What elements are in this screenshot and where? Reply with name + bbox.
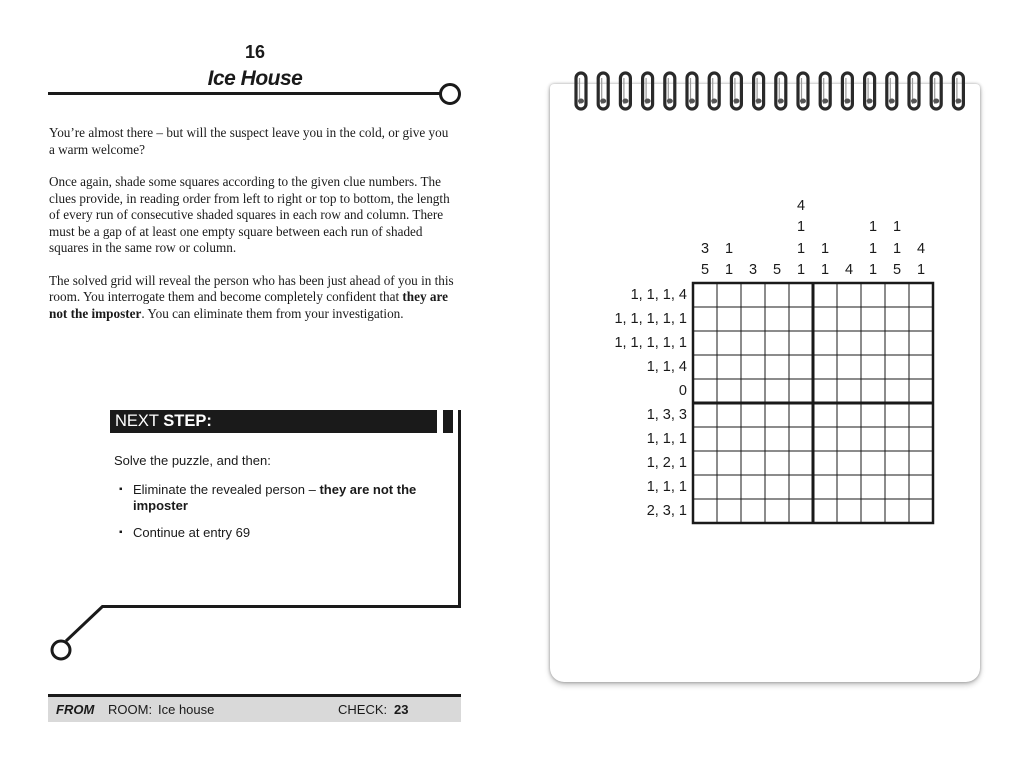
- next-step-item-1-bold: they are not the imposter: [133, 481, 417, 513]
- footer-bar: [48, 694, 461, 722]
- row-clue: 1, 1, 1: [646, 479, 687, 495]
- title-line-node-icon: [439, 83, 461, 105]
- next-step-item-1: [114, 482, 444, 515]
- row-clue: 1, 1, 1, 1, 1: [614, 335, 687, 351]
- column-clue: 1: [868, 262, 878, 278]
- column-clue: 1: [916, 262, 926, 278]
- column-clue: 1: [868, 240, 878, 257]
- column-clue: 5: [700, 262, 710, 278]
- next-step-heading: [110, 410, 437, 433]
- column-clue: 1: [796, 240, 806, 257]
- column-clue: 1: [796, 219, 806, 235]
- entry-title: Ice House: [207, 67, 303, 90]
- next-step-item-1-prefix: Eliminate the revealed person –: [133, 481, 320, 497]
- row-clue: 1, 1, 1, 4: [630, 287, 687, 303]
- footer-from-label: FROM: [56, 702, 95, 717]
- next-step-tick-block: [443, 410, 453, 433]
- column-clue: 1: [796, 262, 806, 278]
- column-clue: 4: [844, 262, 854, 278]
- column-clue: 1: [820, 262, 830, 278]
- title-divider-line: [48, 92, 440, 95]
- body-paragraph-3-start: The solved grid will reveal the person who has been just ahead of you in this room. You interrogate them and become completely confident that: [49, 272, 454, 304]
- footer-room-label: ROOM:: [108, 702, 153, 717]
- entry-body: [49, 125, 454, 338]
- footer-check-value: 23: [394, 702, 409, 717]
- column-clue: 4: [916, 240, 926, 257]
- footer-check-label: CHECK:: [338, 702, 388, 717]
- body-paragraph-2: Once again, shade some squares according to the given clue numbers. The clues provide, in reading order from left to right or top to bottom, the length of every run of consecutive shaded squares in each row and column. There must be a gap of at least one empty square between each run of shaded squares in the same row or column.: [49, 174, 450, 255]
- row-clue: 1, 2, 1: [646, 455, 687, 471]
- entry-number: 16: [244, 42, 266, 62]
- column-clue: 1: [892, 219, 902, 235]
- body-paragraph-3-bold: they are not the imposter: [49, 289, 448, 321]
- next-step-heading-prefix: NEXT: [115, 412, 164, 430]
- row-clue: 1, 1, 1: [646, 431, 687, 447]
- row-clue: 1, 1, 4: [646, 359, 687, 375]
- next-step-item-2: ▪ Continue at entry 69: [114, 525, 444, 542]
- next-step-intro: Solve the puzzle, and then:: [114, 453, 271, 468]
- column-clue: 3: [748, 262, 758, 278]
- row-clue: 1, 3, 3: [646, 407, 687, 423]
- next-step-heading-bold: STEP:: [163, 412, 212, 430]
- body-paragraph-1: You’re almost there – but will the suspect leave you in the cold, or give you a warm welcome?: [49, 125, 449, 157]
- connector-node-icon: [52, 641, 70, 659]
- column-clue: 5: [892, 262, 902, 278]
- row-clue: 2, 3, 1: [646, 503, 687, 519]
- footer-room-value: Ice house: [158, 702, 215, 717]
- next-step-frame-horizontal: [102, 605, 461, 608]
- body-paragraph-3: [49, 273, 454, 323]
- body-paragraph-3-end: . You can eliminate them from your investigation.: [141, 305, 404, 321]
- column-clue: 1: [892, 240, 902, 257]
- column-clue: 3: [700, 240, 710, 257]
- row-clue: 1, 1, 1, 1, 1: [614, 311, 687, 327]
- column-clue: 1: [868, 219, 878, 235]
- next-step-body: [114, 453, 444, 551]
- column-clue: 1: [820, 240, 830, 257]
- next-step-list: [114, 482, 444, 542]
- column-clue: 1: [724, 240, 734, 257]
- next-step-frame-vertical: [458, 410, 461, 608]
- column-clue: 5: [772, 262, 782, 278]
- column-clue: 1: [724, 262, 734, 278]
- column-clue: 4: [796, 197, 806, 214]
- row-clue: 0: [678, 383, 687, 399]
